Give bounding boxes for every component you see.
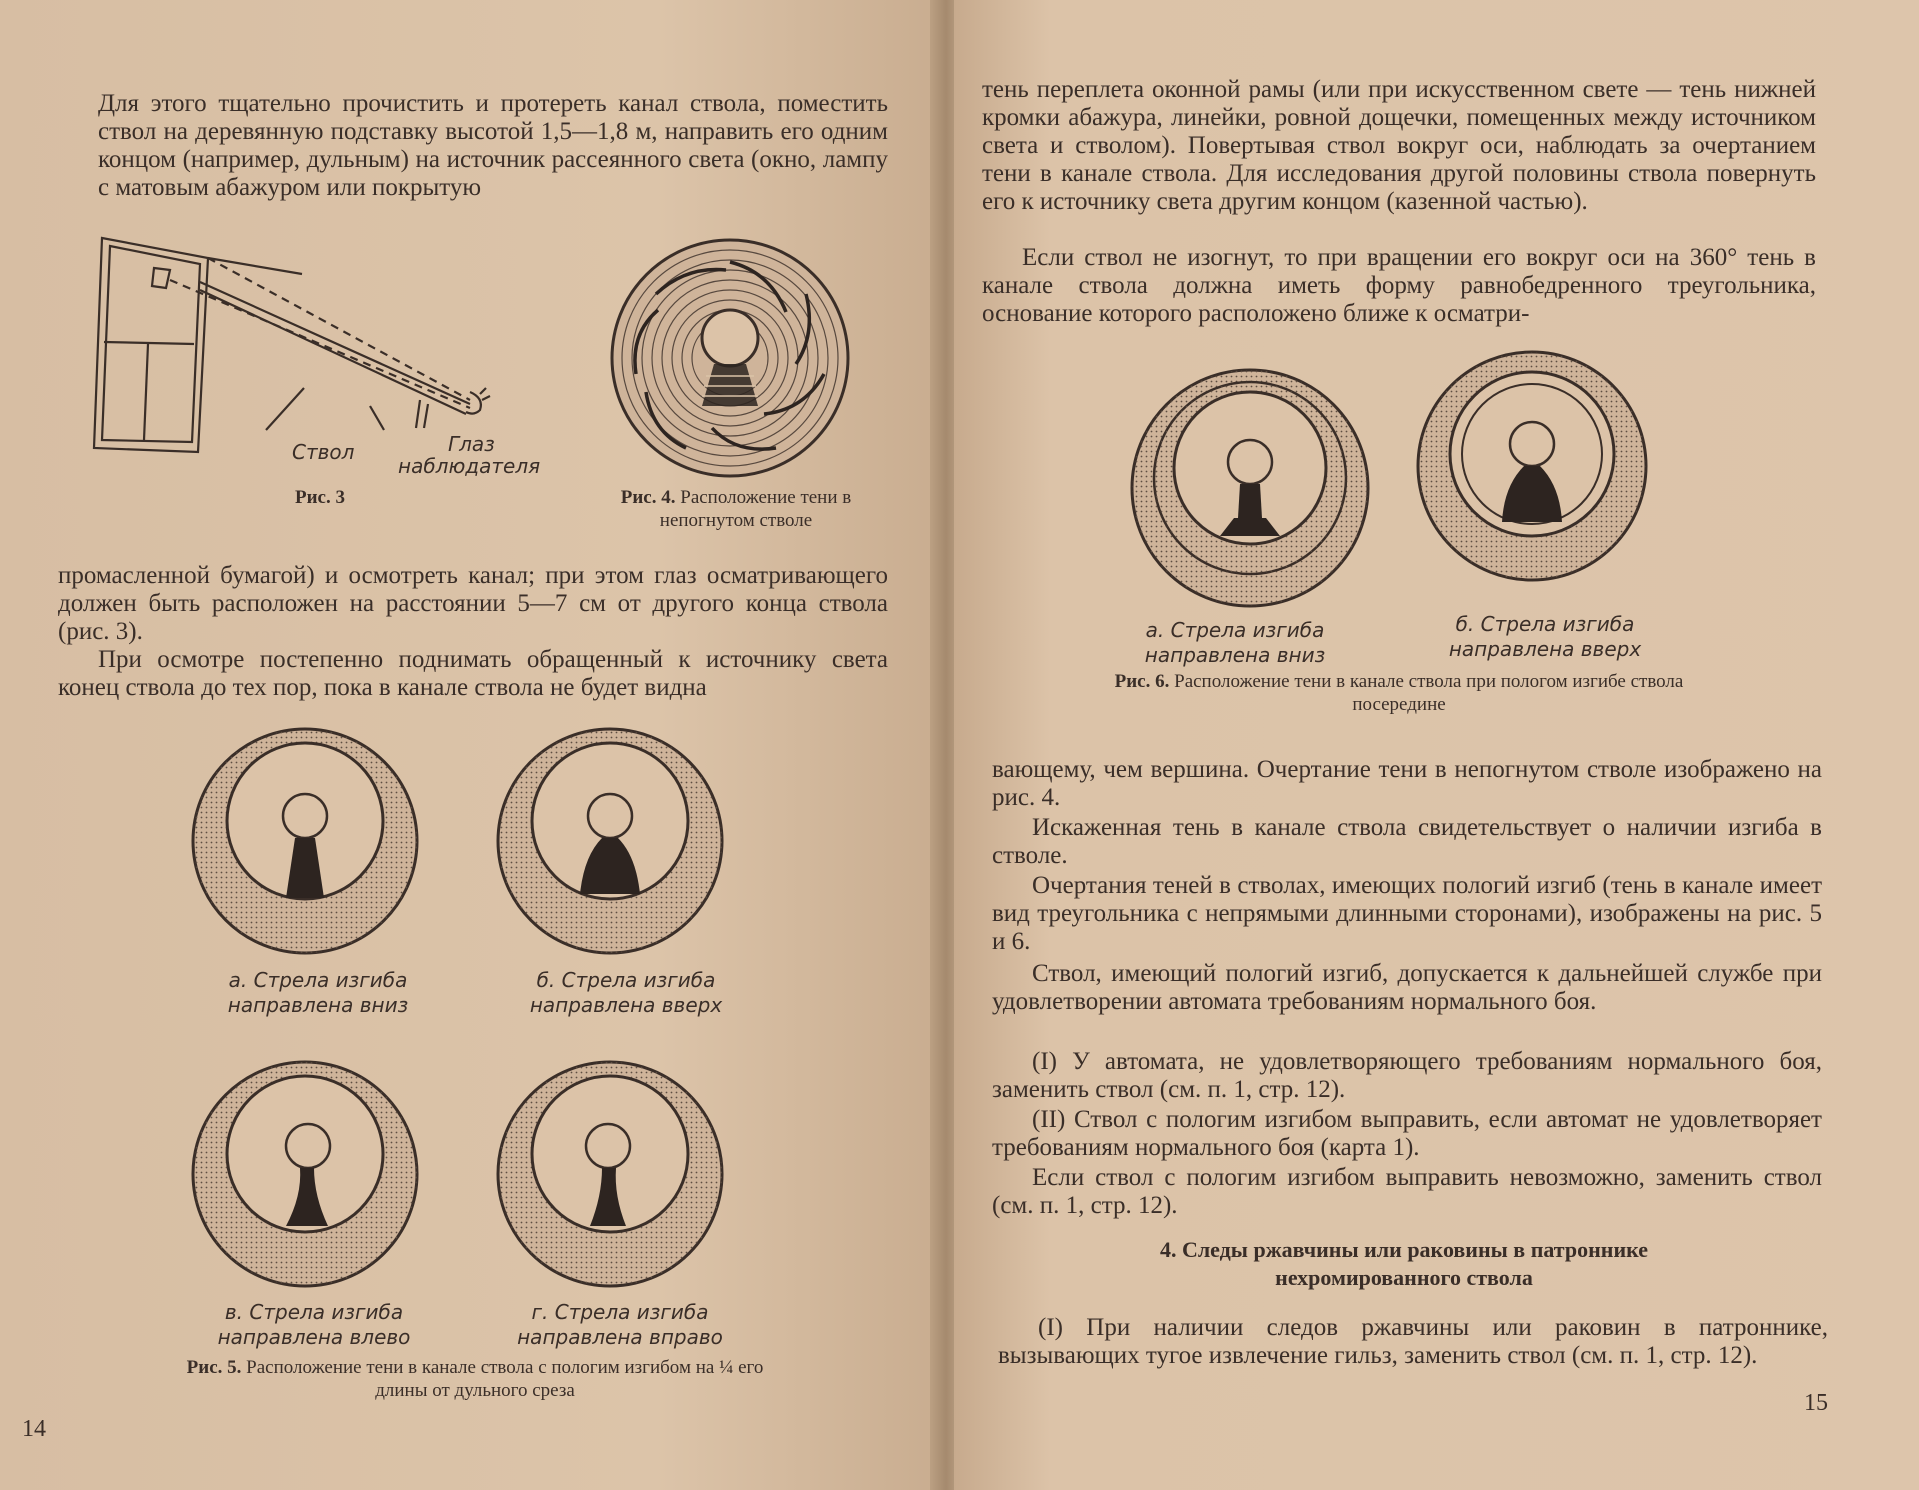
right-paragraph-4: Искаженная тень в канале ствола свидетельствует о наличии изгиба в стволе. (992, 814, 1822, 869)
fig5-label-g: г. Стрела изгиба направлена вправо (517, 1300, 723, 1349)
fig4-caption-text: Расположение тени в непогнутом стволе (659, 487, 852, 531)
fig5-circle-v (193, 1062, 417, 1286)
figure-4-diagram (606, 234, 854, 482)
right-page (954, 0, 1919, 1490)
right-paragraph-7: (I) У автомата, не удовлетворяющего требованиям нормального боя, заменить ствол (см. п. 1, стр. 12). (992, 1048, 1822, 1103)
left-paragraph-1: Для этого тщательно прочистить и протереть канал ствола, поместить ствол на деревянную подставку высотой 1,5—1,8 м, направить его одним концом (например, дульным) на источник рассеянного света (окно, лампу с матовым абажуром или покрытую (98, 90, 888, 201)
fig3-label-barrel: Ствол (292, 440, 355, 464)
left-page (0, 0, 938, 1490)
fig5-circle-g (498, 1062, 722, 1286)
right-paragraph-9: Если ствол с пологим изгибом выправить невозможно, заменить ствол (см. п. 1, стр. 12). (992, 1164, 1822, 1219)
fig4-caption-number: Рис. 4. (620, 487, 676, 508)
fig5-label-v: в. Стрела изгиба направлена влево (217, 1300, 411, 1349)
figure-6-diagrams (1130, 350, 1650, 620)
fig3-label-eye-1: Глаз (448, 432, 495, 456)
section-heading: 4. Следы ржавчины или раковины в патроннике нехромированного ствола (1159, 1237, 1649, 1290)
fig6-caption-text: Расположение тени в канале ствола при пологом изгибе ствола посередине (1174, 671, 1684, 715)
fig4-caption (596, 486, 876, 532)
right-paragraph-10: (I) При наличии следов ржавчины или раковин в патроннике, вызывающих тугое извлечение гильз, заменить ствол (см. п. 1, стр. 12). (998, 1314, 1828, 1369)
right-paragraph-8: (II) Ствол с пологим изгибом выправить, если автомат не удовлетворяет требованиям нормального боя (карта 1). (992, 1106, 1822, 1161)
fig6-circle-b (1418, 352, 1646, 580)
fig3-caption: Рис. 3 (295, 487, 345, 508)
fig6-caption-number: Рис. 6. (1114, 671, 1170, 692)
fig6-label-b: б. Стрела изгиба направлена вверх (1448, 612, 1642, 661)
left-page-number: 14 (22, 1416, 46, 1442)
fig5-circle-a (193, 729, 417, 953)
fig6-circle-a (1132, 370, 1368, 606)
fig5-caption-text: Расположение тени в канале ствола с пологим изгибом на ¼ его длины от дульного среза (246, 1357, 764, 1401)
right-page-number: 15 (1804, 1390, 1828, 1416)
right-paragraph-5: Очертания теней в стволах, имеющих пологий изгиб (тень в канале имеет вид треугольника с непрямыми длинными сторонами), изображены на рис. 5 и 6. (992, 872, 1822, 955)
left-paragraph-3: При осмотре постепенно поднимать обращенный к источнику света конец ствола до тех пор, пока в канале ствола не будет видна (58, 646, 888, 701)
figure-3-diagram (90, 232, 560, 462)
fig5-label-b: б. Стрела изгиба направлена вверх (529, 968, 723, 1017)
right-paragraph-1: тень переплета оконной рамы (или при искусственном свете — тень нижней кромки абажура, линейки, ровной дощечки, помещенных между источником света и стволом). Повертывая ствол вокруг оси, наблюдать за очертанием тени в канале ствола. Для исследования другой половины ствола повернуть его к источнику света другим концом (казенной частью). (982, 76, 1816, 215)
fig5-caption-number: Рис. 5. (186, 1357, 242, 1378)
fig6-label-a: а. Стрела изгиба направлена вниз (1144, 618, 1326, 667)
right-paragraph-3: вающему, чем вершина. Очертание тени в непогнутом стволе изображено на рис. 4. (992, 756, 1822, 811)
right-paragraph-2: Если ствол не изогнут, то при вращении его вокруг оси на 360° тень в канале ствола должна иметь форму равнобедренного треугольника, основание которого расположено ближе к осматри- (982, 244, 1816, 327)
right-paragraph-6: Ствол, имеющий пологий изгиб, допускается к дальнейшей службе при удовлетворении автомата требованиям нормального боя. (992, 960, 1822, 1015)
fig6-caption (1094, 670, 1704, 716)
left-paragraph-2: промасленной бумагой) и осмотреть канал; при этом глаз осматривающего должен быть расположен на расстоянии 5—7 см от другого конца ствола (рис. 3). (58, 562, 888, 645)
fig5-label-a: а. Стрела изгиба направлена вниз (227, 968, 409, 1017)
fig5-circle-b (498, 729, 722, 953)
fig5-caption (160, 1356, 790, 1402)
fig3-label-eye-2: наблюдателя (398, 454, 541, 478)
